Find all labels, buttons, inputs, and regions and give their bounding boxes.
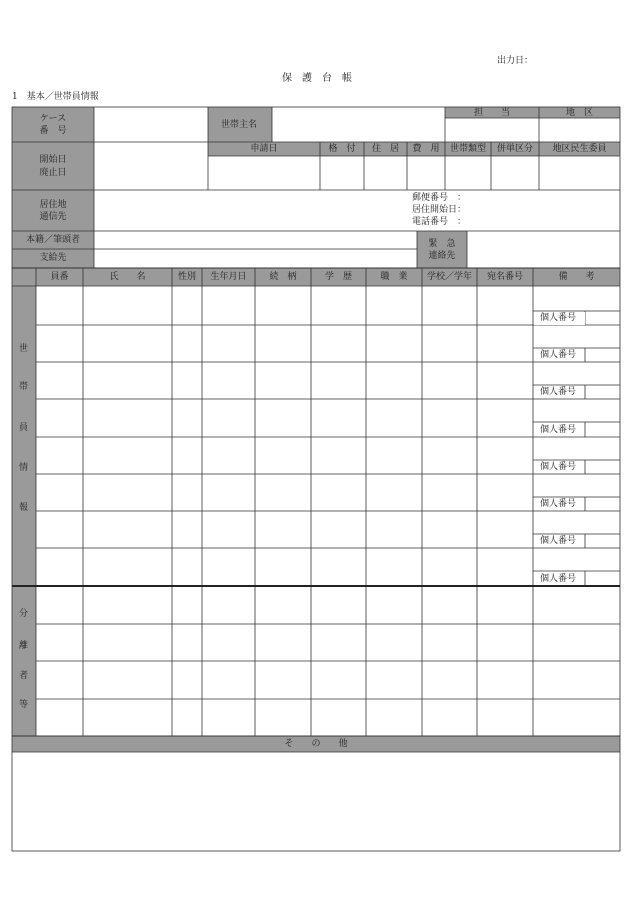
separated-side-char: 離 [19,641,29,651]
honseki-label: 本籍／筆頭者 [25,235,80,245]
personal-no-label: 個人番号 [540,313,577,323]
householder-label: 世帯主名 [221,120,258,130]
chiku-label: 地 区 [565,108,593,118]
section-title: 1 基本／世帯員情報 [12,92,99,102]
kakufu-label: 格 付 [328,144,356,154]
col-birthdate: 生年月日 [210,272,247,282]
shikyuusaki-label: 支給先 [39,253,67,263]
heitan-kubun-label: 併単区分 [496,144,533,154]
members-side-char: 世 [19,344,29,354]
col-sex: 性別 [177,272,196,282]
separated-side-char: 分 [19,609,29,619]
minsei-iin-label: 地区民生委員 [552,144,607,154]
setai-ruikei-label: 世帯類型 [449,144,486,154]
col-name: 氏 名 [109,272,146,282]
other-label: そ の 他 [284,739,348,749]
hiyou-label: 費 用 [412,144,440,154]
personal-no-label: 個人番号 [540,499,577,509]
separated-side-char: 者 [19,671,29,681]
kinkyuu-label: 緊 急 連絡先 [428,239,456,261]
col-remarks: 備 考 [558,272,595,282]
members-side-char: 報 [19,503,29,513]
page-title: 保 護 台 帳 [282,73,352,84]
juukyo-label: 住 居 [371,144,399,154]
members-side-char: 帯 [19,382,29,392]
personal-no-label: 個人番号 [540,536,577,546]
phone-label: 電話番号 ： [412,217,467,227]
col-member-no: 員番 [50,272,69,282]
address-label: 居住地 通信先 [39,200,67,222]
output-date-label: 出力日： [497,56,534,66]
shinseibi-label: 申請日 [250,144,278,154]
residence-start-label: 居住開始日： [412,205,467,215]
personal-no-label: 個人番号 [540,387,577,397]
postal-label: 郵便番号 ： [412,193,467,203]
case-no-label: ケース 番 号 [39,114,67,136]
col-occupation: 職 業 [380,272,408,282]
col-address-no: 宛名番号 [486,272,523,282]
personal-no-label: 個人番号 [540,462,577,472]
personal-no-label: 個人番号 [540,574,577,584]
start-end-label: 開始日 廃止日 [39,155,67,178]
col-relation: 続 柄 [269,272,297,282]
personal-no-label: 個人番号 [540,425,577,435]
members-side-char: 員 [19,423,29,433]
col-school-grade: 学校／学年 [426,272,472,282]
members-side-char: 情 [19,463,29,473]
col-education: 学 歴 [324,272,352,282]
personal-no-label: 個人番号 [540,350,577,360]
separated-side-char: 等 [19,700,29,710]
tantou-label: 担 当 [473,108,510,118]
